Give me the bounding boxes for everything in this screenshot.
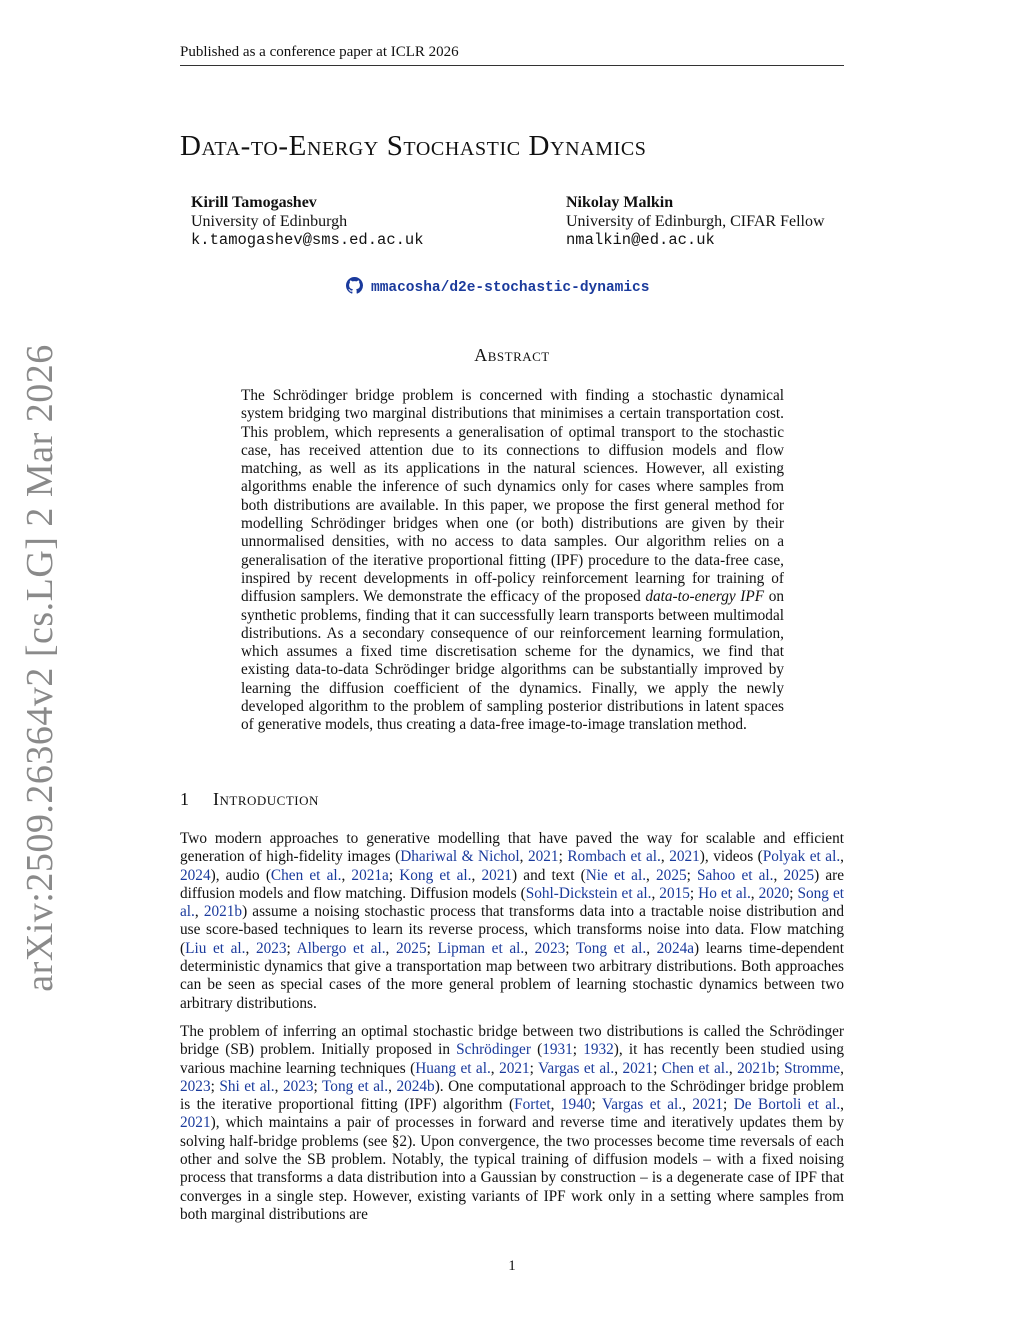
citation-link[interactable]: Liu et al.: [185, 939, 246, 957]
abstract-body: The Schrödinger bridge problem is concerned with finding a stochastic dynamical system bridging two marginal distributions that minimises a certain transportation cost. This problem, which represents a generalisation of optimal transport to the stochastic case, has received attention due to its connections to diffusion models and flow matching, as well as its applications in the natural sciences. However, all existing algorithms enable the inference of such dynamics only for cases where samples from both distributions are available. In this paper, we propose the first general method for modelling Schrödinger bridges when one (or both) distributions are given by their unnormalised densities, with no access to data samples. Our algorithm relies on a generalisation of the iterative proportional fitting (IPF) procedure to the data-free case, inspired by recent developments in off-policy reinforcement learning for training of diffusion samplers. We demonstrate the efficacy of the proposed data-to-energy IPF on synthetic problems, finding that it can successfully learn transports between multimodal distributions. As a secondary consequence of our reinforcement learning formulation, which assumes a fixed time discretisation scheme for the dynamics, we find that existing data-to-data Schrödinger bridge algorithms can be substantially improved by learning the diffusion coefficient of the dynamics. Finally, we apply the newly developed algorithm to the problem of sampling posterior distributions in latent spaces of generative models, thus creating a data-free image-to-image translation method.: [241, 387, 785, 734]
author-block: [566, 193, 825, 250]
citation-link[interactable]: 2024b: [396, 1077, 435, 1095]
citation-link[interactable]: Lipman et al.: [437, 939, 525, 957]
body-text-run: ,: [274, 1077, 283, 1095]
citation-link[interactable]: Dhariwal & Nichol: [400, 848, 520, 866]
body-text-run: ) learns time-dependent deterministic dynamics that give a transportation map between two arbitrary distributions. Both approaches can be seen as special cases of the more general problem of learning stochastic dynamics between two arbitrary distributions.: [180, 939, 845, 1012]
citation-link[interactable]: Chen et al.: [270, 866, 342, 884]
citation-link[interactable]: Tong et al.: [322, 1077, 389, 1095]
body-text-run: ;: [210, 1077, 220, 1095]
citation-link[interactable]: 2023: [534, 939, 566, 957]
citation-link[interactable]: Ho et al.: [698, 884, 751, 902]
body-text-run: ;: [426, 939, 438, 957]
citation-link[interactable]: 2021: [622, 1059, 654, 1077]
citation-link[interactable]: Fortet: [514, 1096, 551, 1114]
section-title: Introduction: [213, 789, 319, 809]
body-text-run: ,: [773, 866, 784, 884]
citation-link[interactable]: 2023: [255, 939, 287, 957]
body-text-run: ;: [565, 939, 576, 957]
author-email[interactable]: nmalkin@ed.ac.uk: [566, 231, 715, 249]
body-text-run: (: [530, 1041, 543, 1059]
abstract-heading: Abstract: [474, 345, 550, 365]
citation-link[interactable]: Vargas et al.: [601, 1096, 683, 1114]
body-text-run: ,: [471, 866, 482, 884]
body-text-run: ), audio (: [210, 866, 271, 884]
citation-link[interactable]: Huang et al.: [415, 1059, 491, 1077]
body-text-run: ,: [341, 866, 352, 884]
body-text-run: ,: [840, 848, 844, 866]
citation-link[interactable]: 2025: [396, 939, 427, 957]
body-text-run: ,: [651, 884, 660, 902]
citation-link[interactable]: 2021: [481, 866, 513, 884]
body-text-run: Two modern approaches to generative modelling that have paved the way for scalable and efficient generation of high-fidelity images (: [180, 830, 844, 866]
body-text-run: ;: [388, 866, 400, 884]
body-text-run: ,: [660, 848, 670, 866]
body-text-run: ;: [313, 1077, 323, 1095]
intro-paragraph: [180, 1023, 844, 1224]
body-text-run: ), which maintains a pair of processes in forward and reverse time and iteratively updates them by solving half-bridge problems (see §2). Upon convergence, the two processes become time reversals of each other and solve the SB problem. Notably, the typical training of diffusion models – with a fixed noising process that transforms a data distribution into a Gaussian by construction – is a degenerate case of IPF that converges in a single step. However, existing variants of IPF work only in a setting where samples from both marginal distributions are: [180, 1114, 844, 1223]
citation-link[interactable]: 2021: [669, 848, 700, 866]
citation-link[interactable]: 1940: [560, 1096, 592, 1114]
body-text-run: ;: [591, 1096, 602, 1114]
citation-link[interactable]: Vargas et al.: [538, 1059, 615, 1077]
citation-link[interactable]: Nie et al.: [585, 866, 647, 884]
citation-link[interactable]: 2021: [180, 1114, 211, 1132]
citation-link[interactable]: 2024: [180, 866, 211, 884]
body-text-run: ;: [286, 939, 297, 957]
citation-link[interactable]: Song et al.: [180, 884, 844, 921]
body-text-run: ) and text (: [512, 866, 586, 884]
conference-header: Published as a conference paper at ICLR 2026: [180, 44, 844, 66]
body-text-run: ,: [524, 939, 535, 957]
citation-link[interactable]: Tong et al.: [575, 939, 647, 957]
citation-link[interactable]: Albergo et al.: [296, 939, 386, 957]
citation-link[interactable]: Rombach et al.: [567, 848, 661, 866]
body-text-run: ,: [840, 1096, 844, 1114]
repository-name[interactable]: mmacosha/d2e-stochastic-dynamics: [371, 280, 650, 296]
body-text-run: ,: [614, 1059, 623, 1077]
body-text-run: ;: [722, 1096, 734, 1114]
body-text-run: ,: [840, 1059, 844, 1077]
citation-link[interactable]: Schrödinger: [456, 1041, 531, 1059]
body-text-run: ;: [653, 1059, 662, 1077]
citation-link[interactable]: Polyak et al.: [762, 848, 841, 866]
citation-link[interactable]: Kong et al.: [399, 866, 472, 884]
body-text-run: ;: [775, 1059, 785, 1077]
body-text-run: ) are diffusion models and flow matching. Diffusion models (: [180, 866, 845, 902]
body-text-run: ,: [728, 1059, 738, 1077]
body-text-run: ,: [682, 1096, 693, 1114]
citation-link[interactable]: Chen et al.: [661, 1059, 729, 1077]
citation-link[interactable]: Sahoo et al.: [697, 866, 774, 884]
body-text-run: ;: [789, 884, 798, 902]
citation-link[interactable]: De Bortoli et al.: [733, 1096, 841, 1114]
section-heading-introduction: [180, 789, 319, 810]
github-icon: [346, 277, 363, 299]
body-text-run: ). One computational approach to the Schrödinger bridge problem is the iterative proportional fitting (IPF) algorithm (: [180, 1077, 844, 1114]
citation-link[interactable]: 1932: [583, 1041, 614, 1059]
author-affiliation: University of Edinburgh: [191, 213, 348, 230]
body-text-run: ), videos (: [699, 848, 763, 866]
body-text-run: ;: [529, 1059, 539, 1077]
body-text-run: ,: [194, 903, 204, 921]
page-number: 1: [508, 1258, 516, 1274]
citation-link[interactable]: Shi et al.: [219, 1077, 275, 1095]
body-text-run: ,: [490, 1059, 500, 1077]
body-text-run: ;: [572, 1041, 584, 1059]
body-text-run: ;: [689, 884, 699, 902]
citation-link[interactable]: 2025: [783, 866, 815, 884]
citation-link[interactable]: Sohl-Dickstein et al.: [525, 884, 652, 902]
body-text-run: ,: [646, 939, 657, 957]
body-text-run: ,: [550, 1096, 561, 1114]
body-text-run: ;: [686, 866, 698, 884]
citation-link[interactable]: 2023: [180, 1077, 211, 1095]
repository-link[interactable]: [346, 277, 706, 299]
citation-link[interactable]: 2021: [692, 1096, 723, 1114]
arxiv-identifier-stamp: arXiv:2509.26364v2 [cs.LG] 2 Mar 2026: [19, 344, 61, 992]
citation-link[interactable]: 2023: [282, 1077, 314, 1095]
citation-link[interactable]: 2015: [659, 884, 690, 902]
paper-title: Data-to-Energy Stochastic Dynamics: [180, 130, 647, 162]
body-text-run: ,: [750, 884, 759, 902]
body-text-run: ,: [388, 1077, 397, 1095]
author-email[interactable]: k.tamogashev@sms.ed.ac.uk: [191, 231, 424, 249]
citation-link[interactable]: 2021: [527, 848, 559, 866]
author-name: Kirill Tamogashev: [191, 194, 317, 211]
body-text-run: ) assume a noising stochastic process that transforms data into a tractable noise distribution and use score-based techniques to learn its reverse process, which transforms noise into data. Flow matching (: [180, 903, 844, 957]
citation-link[interactable]: 1931: [542, 1041, 573, 1059]
body-text-run: ,: [519, 848, 528, 866]
citation-link[interactable]: 2021a: [351, 866, 389, 884]
citation-link[interactable]: 2021b: [737, 1059, 776, 1077]
body-text-run: ), it has recently been studied using various machine learning techniques (: [180, 1041, 845, 1077]
citation-link[interactable]: Stromme: [784, 1059, 841, 1077]
body-text-run: ,: [245, 939, 256, 957]
body-text-run: ;: [558, 848, 568, 866]
body-text-run: ,: [646, 866, 657, 884]
intro-paragraph: [180, 830, 844, 1013]
citation-link[interactable]: 2021: [499, 1059, 530, 1077]
citation-link[interactable]: 2021b: [203, 903, 243, 921]
citation-link[interactable]: 2025: [656, 866, 687, 884]
author-affiliation: University of Edinburgh, CIFAR Fellow: [566, 213, 825, 230]
author-block: [191, 193, 424, 250]
body-text-run: ,: [385, 939, 396, 957]
citation-link[interactable]: 2020: [758, 884, 790, 902]
author-name: Nikolay Malkin: [566, 194, 674, 211]
section-number: 1: [180, 789, 190, 809]
body-text-run: The problem of inferring an optimal stochastic bridge between two distributions is called the Schrödinger bridge (SB) problem. Initially proposed in: [180, 1023, 844, 1059]
citation-link[interactable]: 2024a: [656, 939, 695, 957]
